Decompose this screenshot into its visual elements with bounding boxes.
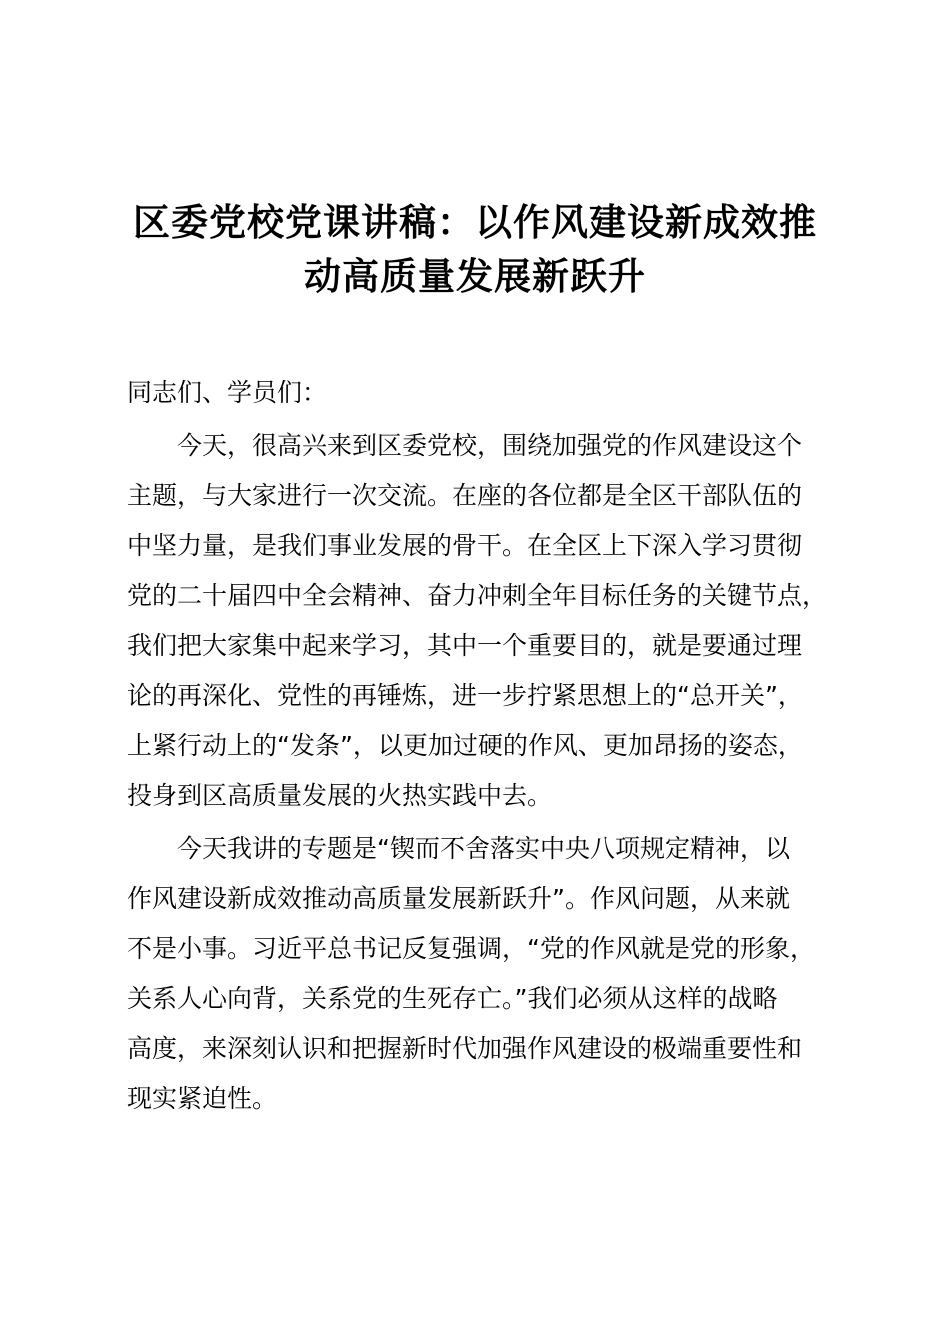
paragraph-intro bbox=[127, 421, 847, 821]
paragraph-line: 高度，来深刻认识和把握新时代加强作风建设的极端重要性和 bbox=[127, 1034, 803, 1063]
paragraph-line: 今天我讲的专题是“锲而不舍落实中央八项规定精神，以 bbox=[177, 834, 790, 863]
salutation: 同志们、学员们： bbox=[127, 378, 328, 407]
paragraph-line: 论的再深化、党性的再锤炼，进一步拧紧思想上的“总开关”， bbox=[127, 681, 803, 710]
paragraph-line: 投身到区高质量发展的火热实践中去。 bbox=[127, 781, 553, 810]
paragraph-line: 主题，与大家进行一次交流。在座的各位都是全区干部队伍的 bbox=[127, 481, 803, 510]
title-line: 动高质量发展新跃升 bbox=[304, 254, 646, 298]
paragraph-line: 今天，很高兴来到区委党校，围绕加强党的作风建设这个 bbox=[177, 431, 803, 460]
paragraph-line: 关系人心向背，关系党的生死存亡。”我们必须从这样的战略 bbox=[127, 984, 778, 1013]
paragraph-line: 现实紧迫性。 bbox=[127, 1084, 278, 1113]
paragraph-line: 上紧行动上的“发条”，以更加过硬的作风、更加昂扬的姿态， bbox=[127, 731, 803, 760]
paragraph-line: 我们把大家集中起来学习，其中一个重要目的，就是要通过理 bbox=[127, 631, 803, 660]
title-line: 区委党校党课讲稿：以作风建设新成效推 bbox=[133, 200, 817, 244]
paragraph-line: 中坚力量，是我们事业发展的骨干。在全区上下深入学习贯彻 bbox=[127, 531, 803, 560]
document-body bbox=[127, 368, 847, 1124]
paragraph-line: 党的二十届四中全会精神、奋力冲刺全年目标任务的关键节点， bbox=[127, 581, 828, 610]
paragraph-line: 不是小事。习近平总书记反复强调，“党的作风就是党的形象， bbox=[127, 934, 815, 963]
document-title bbox=[100, 195, 850, 303]
paragraph-line: 作风建设新成效推动高质量发展新跃升”。作风问题，从来就 bbox=[127, 884, 790, 913]
paragraph-topic bbox=[127, 824, 847, 1124]
